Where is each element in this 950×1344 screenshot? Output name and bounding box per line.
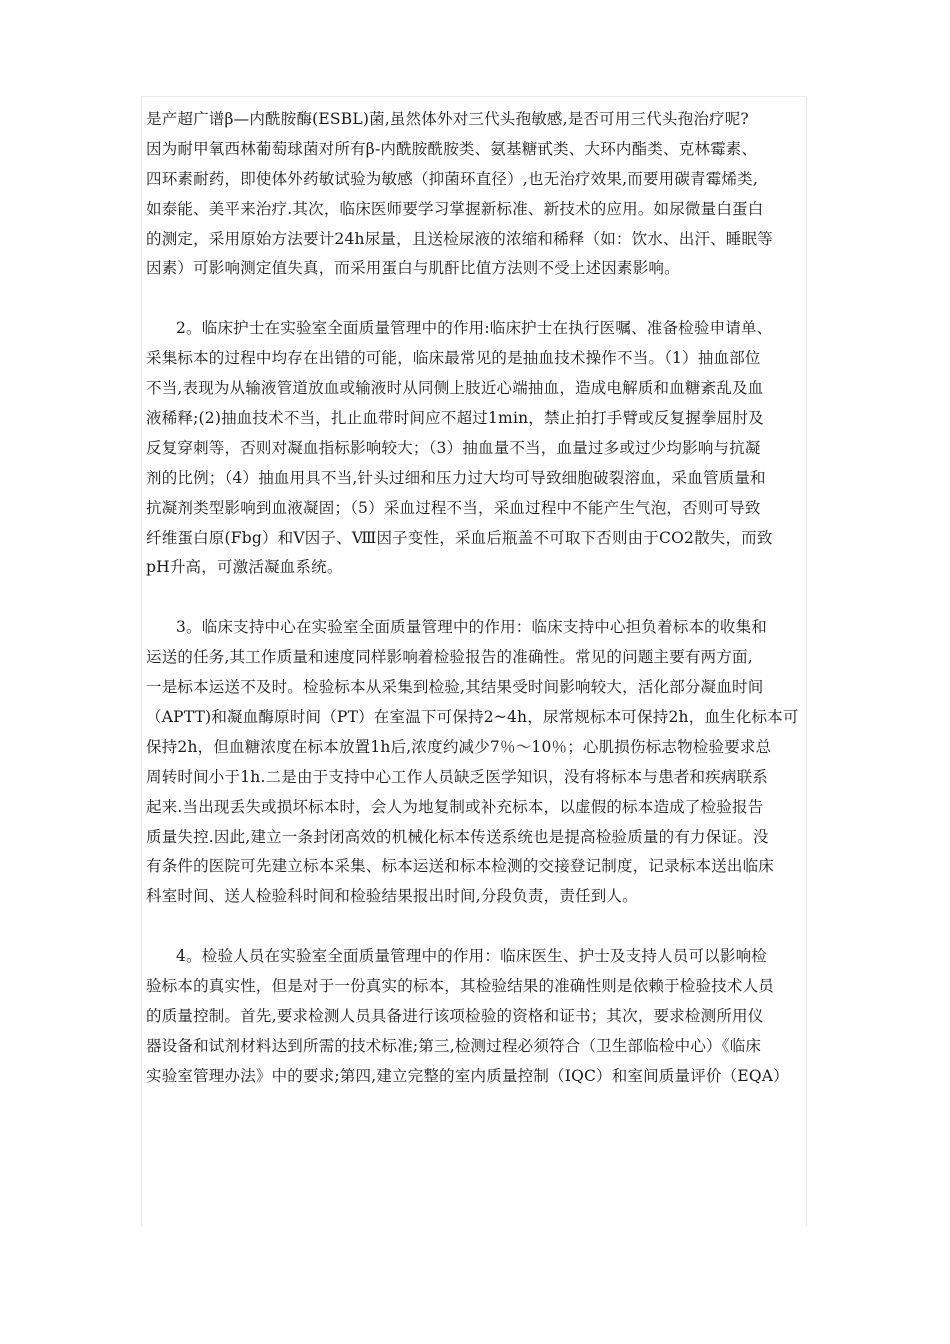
paragraph-2: [146, 317, 812, 579]
text-line: 实验室管理办法》中的要求;第四,建立完整的室内质量控制（IQC）和室间质量评价（EQA）: [146, 1066, 789, 1085]
text-line: 3。临床支持中心在实验室全面质量管理中的作用：临床支持中心担负着标本的收集和: [176, 618, 767, 637]
text-line: 剂的比例；（4）抽血用具不当,针头过细和压力过大均可导致细胞破裂溶血，采血管质量和: [146, 468, 766, 487]
paragraph-gap: [146, 287, 812, 317]
text-line: 质量失控.因此,建立一条封闭高效的机械化标本传送系统也是提高检验质量的有力保证。没: [146, 827, 769, 846]
text-line: 纤维蛋白原(Fbg）和Ⅴ因子、Ⅷ因子变性，采血后瓶盖不可取下否则由于CO2散失，而致: [146, 528, 773, 547]
paragraph-gap: [146, 586, 812, 616]
text-line: 运送的任务,其工作质量和速度同样影响着检验报告的准确性。常见的问题主要有两方面,: [146, 648, 753, 667]
paragraph-1: [146, 108, 812, 280]
text-line: 的测定，采用原始方法要计24h尿量，且送检尿液的浓缩和稀释（如：饮水、出汗、睡眠等: [146, 229, 773, 248]
paragraph-gap: [146, 915, 812, 945]
text-line: 采集标本的过程中均存在出错的可能，临床最常见的是抽血技术操作不当。（1）抽血部位: [146, 349, 761, 368]
text-line: 器设备和试剂材料达到所需的技术标准;第三,检测过程必须符合（卫生部临检中心）《临床: [146, 1036, 762, 1055]
text-line: 不当,表现为从输液管道放血或输液时从同侧上肢近心端抽血，造成电解质和血糖紊乱及血: [146, 379, 764, 398]
text-line: 周转时间小于1h.二是由于支持中心工作人员缺乏医学知识，没有将标本与患者和疾病联系: [146, 767, 768, 786]
document-body: [146, 108, 812, 1095]
text-line: 的质量控制。首先,要求检测人员具备进行该项检验的资格和证书；其次，要求检测所用仪: [146, 1007, 764, 1026]
text-line: 因素）可影响测定值失真，而采用蛋白与肌酐比值方法则不受上述因素影响。: [146, 259, 680, 278]
text-line: 是产超广谱β—内酰胺酶(ESBL)菌,虽然体外对三代头孢敏感,是否可用三代头孢治疗呢?: [146, 110, 749, 128]
text-line: 液稀释;(2)抽血技术不当，扎止血带时间应不超过1min，禁止拍打手臂或反复握拳屈肘及: [146, 409, 764, 428]
text-line: 有条件的医院可先建立标本采集、标本运送和标本检测的交接登记制度，记录标本送出临床: [146, 857, 775, 876]
text-line: pH升高，可激活凝血系统。: [146, 558, 343, 577]
text-line: 保持2h，但血糖浓度在标本放置1h后,浓度约减少7％～10％；心肌损伤标志物检验要求总: [146, 737, 772, 756]
text-line: 四环素耐药，即使体外药敏试验为敏感（抑菌环直径）,也无治疗效果,而要用碳青霉烯类,: [146, 169, 758, 188]
text-line: 因为耐甲氧西林葡萄球菌对所有β-内酰胺酰胺类、氨基糖甙类、大环内酯类、克林霉素、: [146, 139, 758, 158]
text-line: 如泰能、美平来治疗.其次，临床医师要学习掌握新标准、新技术的应用。如尿微量白蛋白: [146, 199, 764, 218]
text-line: 抗凝剂类型影响到血液凝固；（5）采血过程不当，采血过程中不能产生气泡，否则可导致: [146, 498, 761, 517]
text-line: （APTT)和凝血酶原时间（PT）在室温下可保持2~4h，尿常规标本可保持2h，血生化标本可: [146, 708, 799, 727]
text-line: 4。检验人员在实验室全面质量管理中的作用：临床医生、护士及支持人员可以影响检: [176, 947, 767, 966]
text-line: 2。临床护士在实验室全面质量管理中的作用:临床护士在执行医嘱、准备检验申请单、: [176, 319, 773, 338]
text-line: 一是标本运送不及时。检验标本从采集到检验,其结果受时间影响较大，活化部分凝血时间: [146, 678, 764, 697]
text-line: 科室时间、送人检验科时间和检验结果报出时间,分段负责，责任到人。: [146, 887, 638, 906]
paragraph-3: [146, 616, 812, 908]
paragraph-4: [146, 945, 812, 1088]
text-line: 反复穿刺等，否则对凝血指标影响较大；（3）抽血量不当，血量过多或过少均影响与抗凝: [146, 438, 761, 457]
text-line: 起来.当出现丢失或损坏标本时，会人为地复制或补充标本，以虚假的标本造成了检验报告: [146, 797, 764, 816]
text-line: 验标本的真实性，但是对于一份真实的标本，其检验结果的准确性则是依赖于检验技术人员: [146, 977, 775, 996]
